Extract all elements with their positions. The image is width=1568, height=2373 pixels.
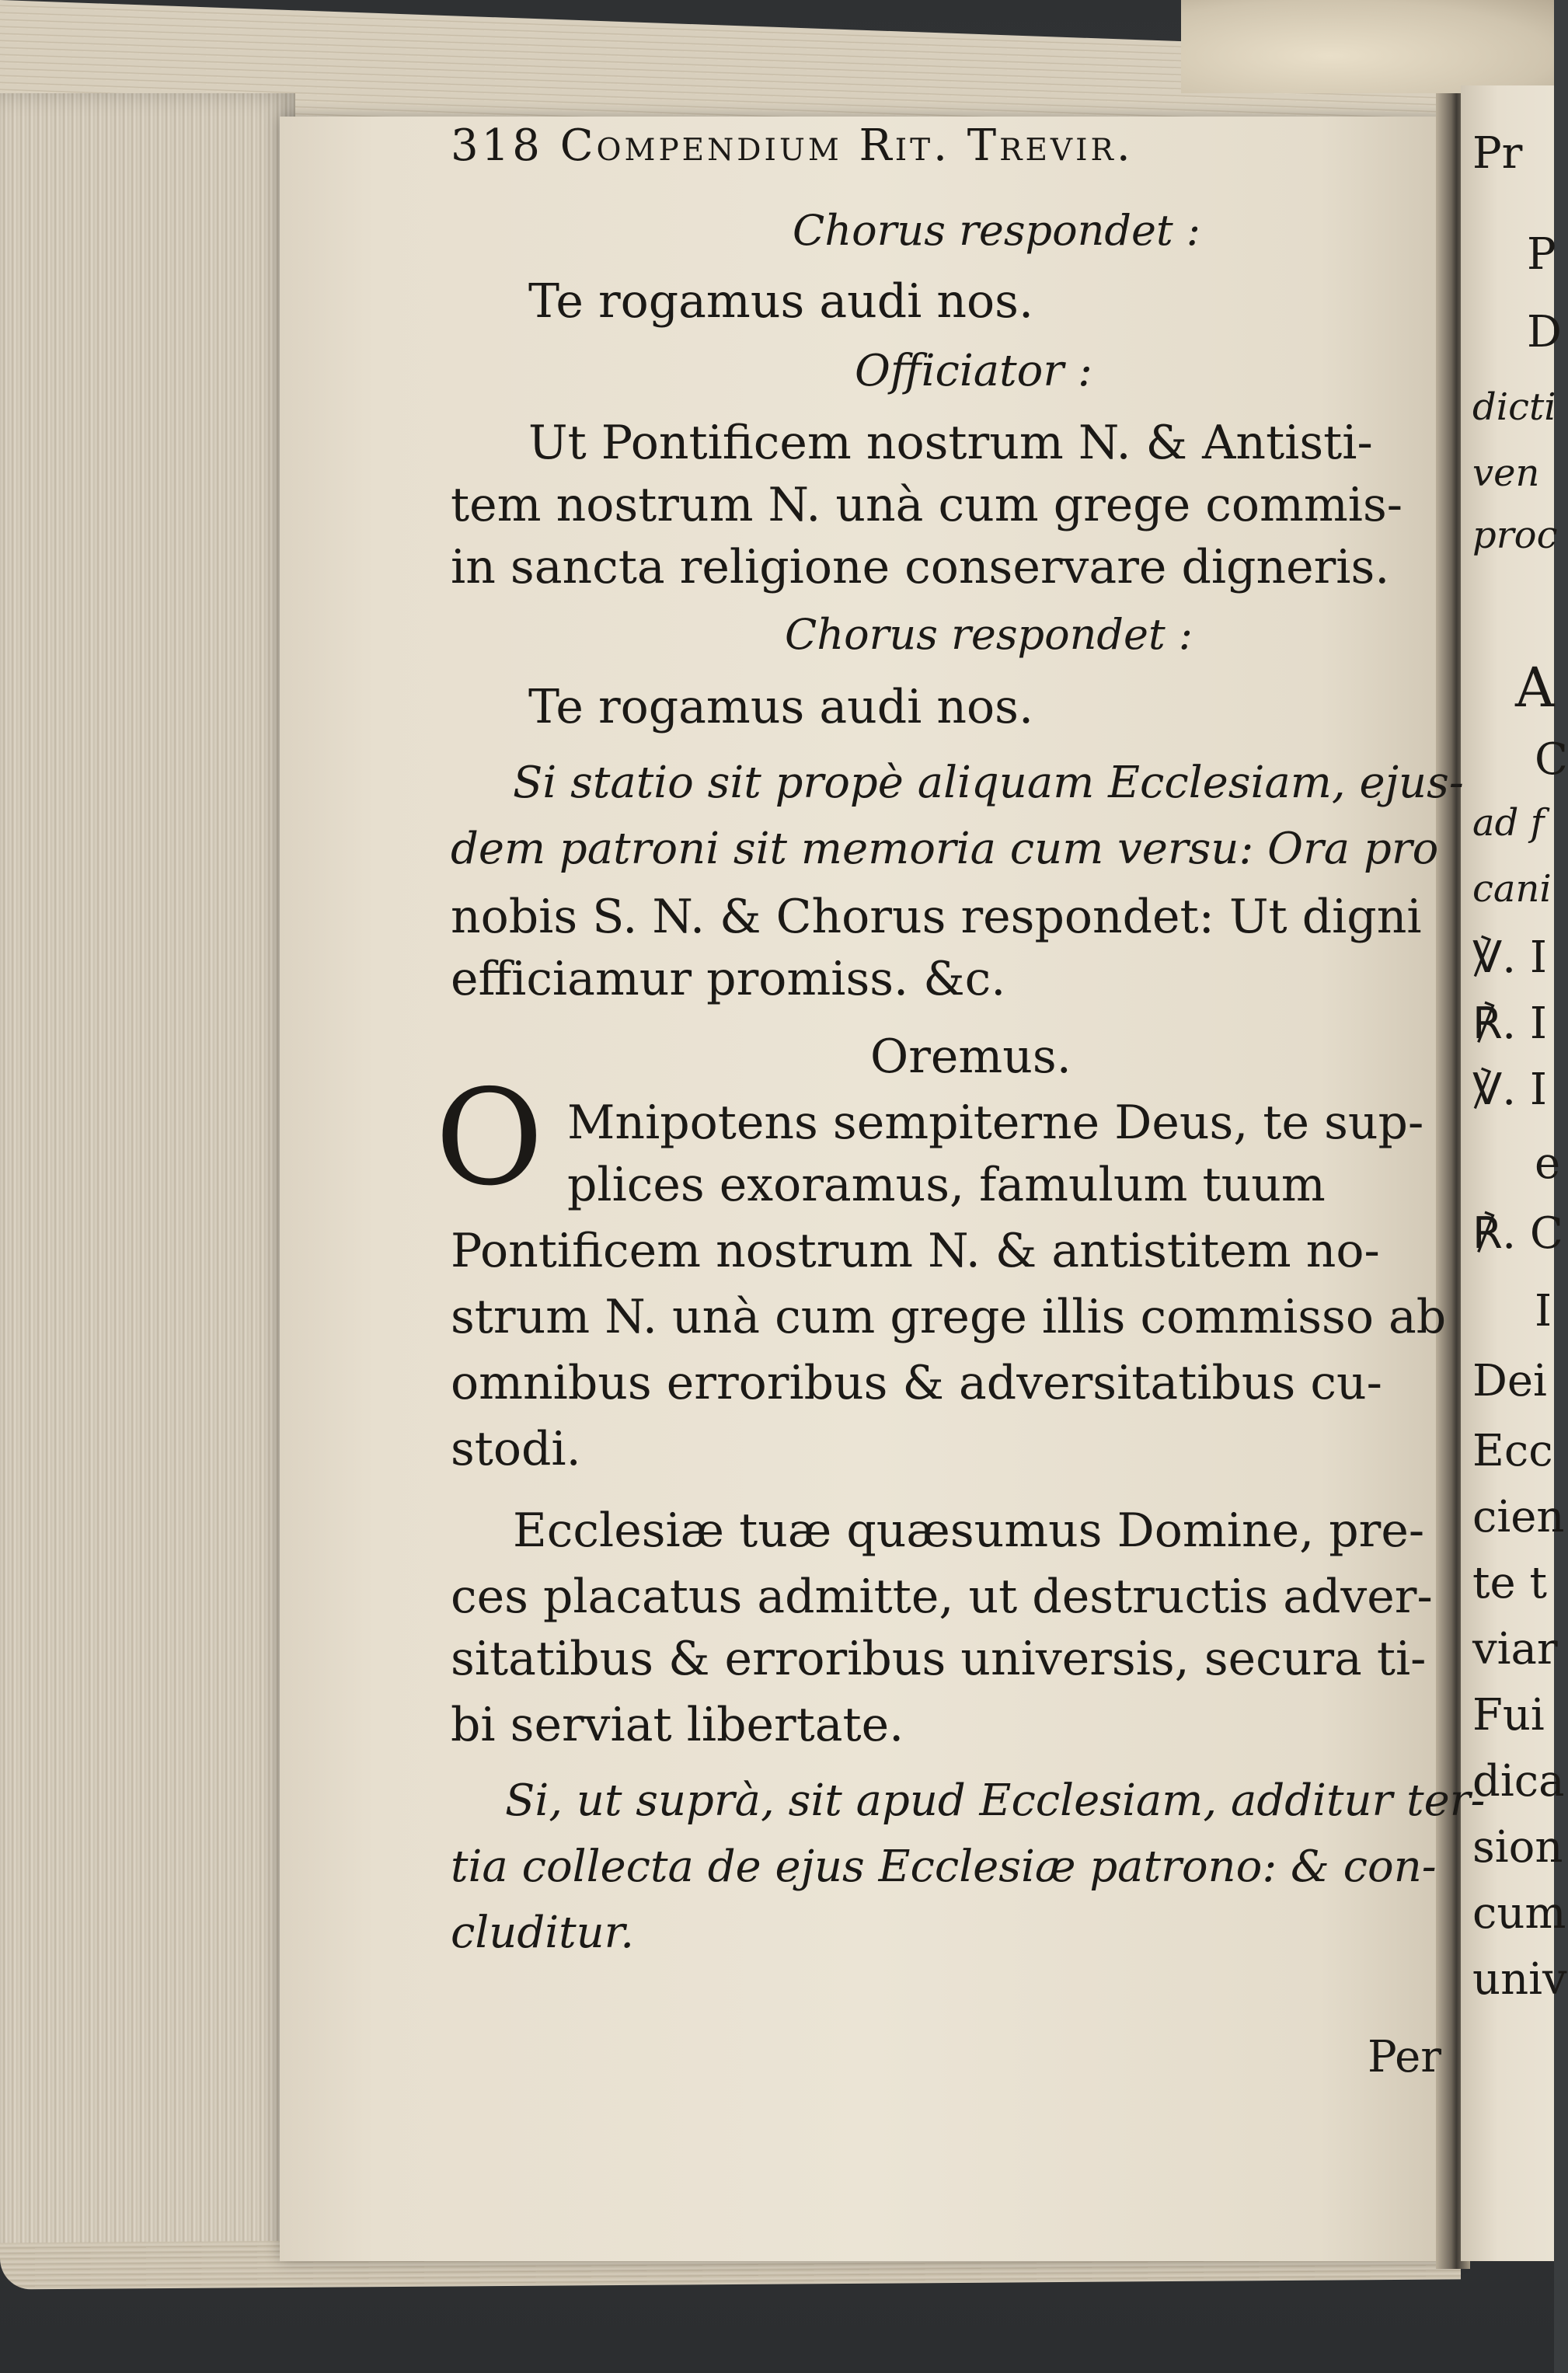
facing-text: cum [1472,1888,1566,1939]
book-binding [1181,0,1554,93]
facing-text: ℣. I [1472,932,1548,983]
facing-text: ℟. I [1472,998,1548,1049]
text-line: Mnipotens sempiterne Deus, te sup- [567,1096,1424,1150]
rubric-chorus: Chorus respondet : [793,206,1200,255]
facing-text: dicti [1472,385,1556,429]
rubric-chorus: Chorus respondet : [785,610,1193,659]
facing-text: te t [1472,1558,1547,1608]
text-line: tem nostrum N. unà cum grege commis- [451,478,1403,532]
facing-text: ℣. I [1472,1065,1548,1115]
rubric-text: Si, ut suprà, sit apud Ecclesiam, additur ter- [505,1775,1486,1826]
rubric-text: cluditur. [451,1908,635,1958]
text-line: omnibus erroribus & adversitatibus cu- [451,1356,1382,1410]
drop-cap: O [435,1061,544,1215]
facing-text: proc [1472,514,1558,557]
facing-text: P [1527,229,1556,280]
text-line: plices exoramus, famulum tuum [567,1158,1326,1212]
rubric-text: dem patroni sit memoria cum versu: Ora pro [451,824,1439,874]
text-line: in sancta religione conservare digneris. [451,540,1390,594]
facing-text: e [1535,1138,1561,1189]
rubric-text: tia collecta de ejus Ecclesiæ patrono: & con- [451,1842,1437,1892]
facing-text: dica [1472,1756,1565,1807]
text-line: Pontificem nostrum N. & antistitem no- [451,1224,1380,1278]
catchword: Per [1368,2032,1442,2082]
facing-text: cien [1472,1492,1565,1542]
facing-text: D [1527,307,1562,357]
text-line: Ecclesiæ tuæ quæsumus Domine, pre- [513,1504,1425,1558]
facing-text: ad f [1472,801,1545,845]
facing-text: ℟. C [1472,1208,1563,1259]
facing-text: I [1535,1286,1552,1336]
page-edges [0,93,295,2269]
facing-text: Dei [1472,1356,1547,1406]
text-line: bi serviat libertate. [451,1698,904,1752]
text-line: stodi. [451,1422,581,1476]
facing-text: sion [1472,1822,1563,1873]
rubric-officiator: Officiator : [855,346,1092,396]
text-line: sitatibus & erroribus universis, secura ti- [451,1632,1427,1686]
facing-text: Fui [1472,1690,1545,1741]
text-line: ces placatus admitte, ut destructis adver- [451,1570,1433,1624]
text-line: efficiamur promiss. &c. [451,952,1006,1006]
text-line: Ut Pontificem nostrum N. & Antisti- [528,416,1373,470]
rubric-text: Si statio sit propè aliquam Ecclesiam, ejus- [513,758,1464,808]
running-head: 318 Compendium Rit. Trevir. [451,120,1134,171]
response-line: Te rogamus audi nos. [528,680,1034,734]
facing-text: C [1535,734,1568,785]
facing-text: Ecc [1472,1426,1553,1476]
facing-text: cani [1472,867,1552,911]
facing-text: Pr [1472,128,1523,179]
text-line: nobis S. N. & Chorus respondet: Ut digni [451,890,1422,944]
response-line: Te rogamus audi nos. [528,274,1034,329]
heading-oremus: Oremus. [870,1030,1071,1084]
facing-text: viar [1472,1624,1558,1674]
facing-text: ven [1472,451,1540,495]
facing-text: univ [1472,1954,1567,2005]
text-line: strum N. unà cum grege illis commisso ab [451,1290,1447,1344]
facing-text: A [1515,656,1555,720]
